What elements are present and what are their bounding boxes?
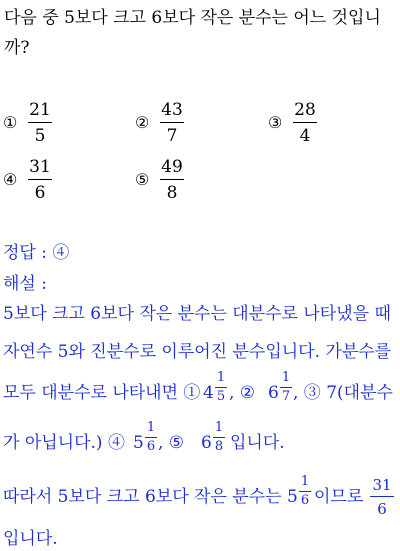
explanation-line-2: 자연수 5와 진분수로 이루어진 분수입니다. 가분수를 xyxy=(3,342,392,362)
choice-5-marker: ⑤ xyxy=(135,170,150,189)
choice-1-fraction: 21 5 xyxy=(29,100,51,146)
answer-label: 정답 : ④ xyxy=(3,243,70,263)
question-line-1: 다음 중 5보다 크고 6보다 작은 분수는 어느 것입니 xyxy=(4,8,381,28)
explanation-line-5-prefix: 따라서 5보다 크고 6보다 작은 분수는 xyxy=(3,487,282,507)
choice-1-marker: ① xyxy=(3,113,18,132)
mixed-1-whole: 4 xyxy=(203,383,214,403)
separator-3: , ⑤ xyxy=(158,433,185,453)
choice-4-fraction: 31 6 xyxy=(29,157,51,203)
explanation-label: 해설 : xyxy=(3,274,47,294)
choice-5-fraction: 49 8 xyxy=(161,157,183,203)
mixed-5-whole: 6 xyxy=(201,433,212,453)
choice-3-fraction: 28 4 xyxy=(294,100,316,146)
separator-1: , ② xyxy=(229,383,256,403)
conclusion-mixed-whole: 5 xyxy=(287,487,298,507)
explanation-line-1: 5보다 크고 6보다 작은 분수는 대분수로 나타냈을 때 xyxy=(3,304,391,324)
explanation-line-6: 입니다. xyxy=(3,529,58,549)
mixed-1-fraction: 1 5 xyxy=(216,370,226,404)
conclusion-mixed-fraction: 1 6 xyxy=(300,474,310,508)
mixed-2-whole: 6 xyxy=(268,383,279,403)
choice-2-fraction: 43 7 xyxy=(161,100,183,146)
choice-4-marker: ④ xyxy=(3,170,18,189)
choice-3-marker: ③ xyxy=(268,113,283,132)
explanation-line-4-prefix: 가 아닙니다.) ④ xyxy=(3,433,125,453)
explanation-line-4-suffix: 입니다. xyxy=(230,433,285,453)
separator-2: , ③ 7(대분수 xyxy=(293,383,393,403)
mixed-2-fraction: 1 7 xyxy=(281,370,291,404)
explanation-line-5-mid: 이므로 xyxy=(314,487,364,507)
question-line-2: 까? xyxy=(4,38,30,58)
mixed-4-whole: 5 xyxy=(133,433,144,453)
conclusion-fraction: 31 6 xyxy=(370,476,394,518)
mixed-5-fraction: 1 8 xyxy=(214,420,224,454)
mixed-4-fraction: 1 6 xyxy=(146,420,156,454)
explanation-line-3-prefix: 모두 대분수로 나타내면 ① xyxy=(3,383,201,403)
choice-2-marker: ② xyxy=(135,113,150,132)
